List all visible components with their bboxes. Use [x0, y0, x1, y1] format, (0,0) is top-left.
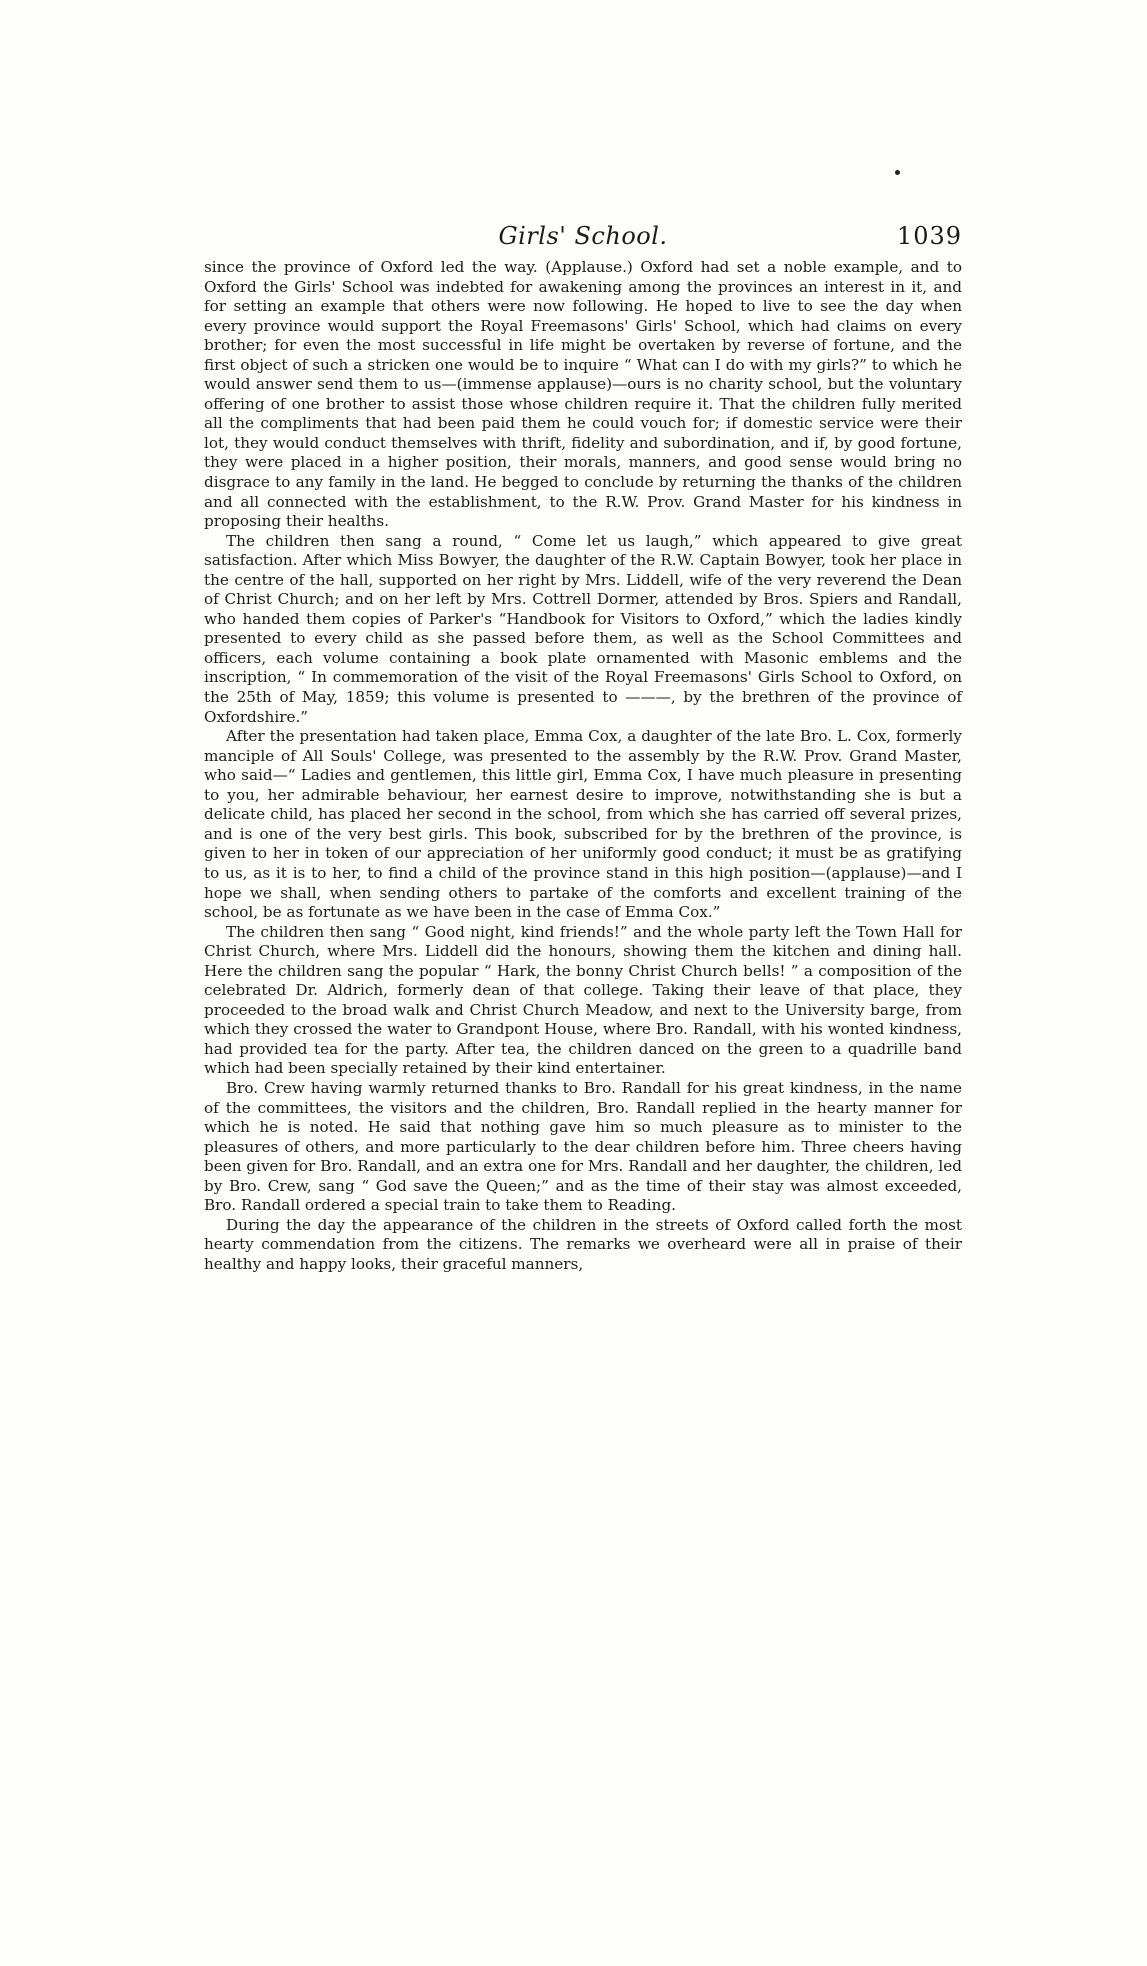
running-title: Girls' School.: [498, 222, 668, 250]
article-body: [204, 258, 962, 1274]
paragraph: During the day the appearance of the children in the streets of Oxford called forth the most hearty commendation from the citizens. The remarks we overheard were all in praise of their healthy and happy looks, their graceful manners,: [204, 1215, 962, 1273]
running-head: [204, 216, 962, 256]
paragraph: After the presentation had taken place, Emma Cox, a daughter of the late Bro. L. Cox, formerly manciple of All Souls' College, was presented to the assembly by the R.W. Prov. Grand Master, who said—“ Ladies and gentlemen, this little girl, Emma Cox, I have much pleasure in presenting to you, her admirable behaviour, her earnest desire to improve, notwithstanding she is but a delicate child, has placed her second in the school, from which she has carried off several prizes, and is one of the very best girls. This book, subscribed for by the brethren of the province, is given to her in token of our appreciation of her uniformly good conduct; it must be as gratifying to us, as it is to her, to find a child of the province stand in this high position—(applause)—and I hope we shall, when sending others to partake of the comforts and excellent training of the school, be as fortunate as we have been in the case of Emma Cox.”: [204, 727, 962, 922]
paragraph-continued: since the province of Oxford led the way. (Applause.) Oxford had set a noble example, and to Oxford the Girls' School was indebted for awakening among the provinces an interest in it, and for setting an example that others were now following. He hoped to live to see the day when every province would support the Royal Freemasons' Girls' School, which had claims on every brother; for even the most successful in life might be overtaken by reverse of fortune, and the first object of such a stricken one would be to inquire “ What can I do with my girls?” to which he would answer send them to us—(immense applause)—ours is no charity school, but the voluntary offering of one brother to assist those whose children require it. That the children fully merited all the compliments that had been paid them he could vouch for; if domestic service were their lot, they would conduct themselves with thrift, fidelity and subordination, and if, by good fortune, they were placed in a higher position, their morals, manners, and good sense would bring no disgrace to any family in the land. He begged to conclude by returning the thanks of the children and all connected with the establishment, to the R.W. Prov. Grand Master for his kindness in proposing their healths.: [204, 258, 962, 531]
paragraph: Bro. Crew having warmly returned thanks to Bro. Randall for his great kindness, in the name of the committees, the visitors and the children, Bro. Randall replied in the hearty manner for which he is noted. He said that nothing gave him so much pleasure as to minister to the pleasures of others, and more particularly to the dear children before him. Three cheers having been given for Bro. Randall, and an extra one for Mrs. Randall and her daughter, the children, led by Bro. Crew, sang “ God save the Queen;” and as the time of their stay was almost exceeded, Bro. Randall ordered a special train to take them to Reading.: [204, 1078, 962, 1215]
paragraph: The children then sang a round, “ Come let us laugh,” which appeared to give great satisfaction. After which Miss Bowyer, the daughter of the R.W. Captain Bowyer, took her place in the centre of the hall, supported on her right by Mrs. Liddell, wife of the very reverend the Dean of Christ Church; and on her left by Mrs. Cottrell Dormer, attended by Bros. Spiers and Randall, who handed them copies of Parker's “Handbook for Visitors to Oxford,” which the ladies kindly presented to every child as she passed before them, as well as the School Committees and officers, each volume containing a book plate ornamented with Masonic emblems and the inscription, “ In commemoration of the visit of the Royal Freemasons' Girls School to Oxford, on the 25th of May, 1859; this volume is presented to ———, by the brethren of the province of Oxfordshire.”: [204, 531, 962, 726]
paragraph: The children then sang “ Good night, kind friends!” and the whole party left the Town Hall for Christ Church, where Mrs. Liddell did the honours, showing them the kitchen and dining hall. Here the children sang the popular “ Hark, the bonny Christ Church bells! ” a composition of the celebrated Dr. Aldrich, formerly dean of that college. Taking their leave of that place, they proceeded to the broad walk and Christ Church Meadow, and next to the University barge, from which they crossed the water to Grandpont House, where Bro. Randall, with his wonted kindness, had provided tea for the party. After tea, the children danced on the green to a quadrille band which had been specially retained by their kind entertainer.: [204, 922, 962, 1078]
page-number: 1039: [896, 222, 962, 250]
ink-dot-mark: [895, 170, 900, 175]
